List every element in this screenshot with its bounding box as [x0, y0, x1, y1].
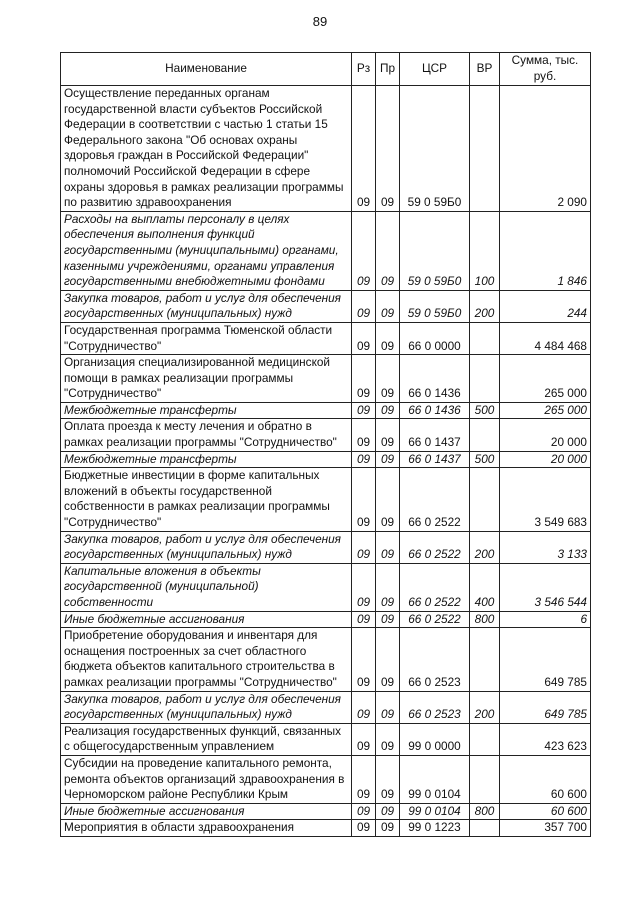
row-csr: 66 0 0000 [400, 322, 470, 354]
row-name: Бюджетные инвестиции в форме капитальных вложений в объекты государственной собственности в рамках реализации программы "Сотрудничество" [61, 468, 352, 531]
row-csr: 66 0 2523 [400, 628, 470, 691]
row-csr: 66 0 1436 [400, 402, 470, 419]
row-pr: 09 [376, 322, 400, 354]
table-row [61, 611, 591, 628]
row-csr: 99 0 0104 [400, 755, 470, 803]
row-pr: 09 [376, 563, 400, 611]
header-rz: Рз [352, 53, 376, 86]
row-pr: 09 [376, 468, 400, 531]
row-sum: 649 785 [500, 628, 591, 691]
row-sum: 3 133 [500, 531, 591, 563]
row-name: Межбюджетные трансферты [61, 451, 352, 468]
row-pr: 09 [376, 691, 400, 723]
row-rz: 09 [352, 355, 376, 403]
row-pr: 09 [376, 755, 400, 803]
row-name: Оплата проезда к месту лечения и обратно в рамках реализации программы "Сотрудничество" [61, 419, 352, 451]
table-row [61, 563, 591, 611]
row-name: Иные бюджетные ассигнования [61, 803, 352, 820]
row-pr: 09 [376, 628, 400, 691]
header-csr: ЦСР [400, 53, 470, 86]
row-csr: 66 0 2522 [400, 531, 470, 563]
row-pr: 09 [376, 211, 400, 290]
row-vr: 500 [470, 451, 500, 468]
row-name: Закупка товаров, работ и услуг для обеспечения государственных (муниципальных) нужд [61, 691, 352, 723]
row-vr [470, 86, 500, 212]
row-csr: 59 0 59Б0 [400, 290, 470, 322]
row-vr [470, 355, 500, 403]
row-rz: 09 [352, 755, 376, 803]
row-sum: 20 000 [500, 419, 591, 451]
table-row [61, 402, 591, 419]
row-csr: 99 0 0000 [400, 723, 470, 755]
row-rz: 09 [352, 419, 376, 451]
table-row [61, 691, 591, 723]
row-name: Субсидии на проведение капитального ремонта, ремонта объектов организаций здравоохранения в Черноморском районе Республики Крым [61, 755, 352, 803]
row-rz: 09 [352, 611, 376, 628]
table-row [61, 290, 591, 322]
row-vr: 800 [470, 611, 500, 628]
row-pr: 09 [376, 290, 400, 322]
table-body [61, 86, 591, 837]
header-row [61, 53, 591, 86]
row-csr: 66 0 2522 [400, 563, 470, 611]
table-row [61, 468, 591, 531]
header-name: Наименование [61, 53, 352, 86]
row-rz: 09 [352, 691, 376, 723]
row-pr: 09 [376, 402, 400, 419]
row-pr: 09 [376, 803, 400, 820]
row-rz: 09 [352, 563, 376, 611]
row-sum: 649 785 [500, 691, 591, 723]
row-name: Приобретение оборудования и инвентаря для оснащения построенных за счет областного бюджета объектов капитального строительства в рамках реализации программы "Сотрудничество" [61, 628, 352, 691]
row-name: Капитальные вложения в объекты государственной (муниципальной) собственности [61, 563, 352, 611]
row-rz: 09 [352, 531, 376, 563]
table-row [61, 355, 591, 403]
row-vr [470, 820, 500, 837]
row-rz: 09 [352, 86, 376, 212]
table-row [61, 820, 591, 837]
row-rz: 09 [352, 723, 376, 755]
row-vr [470, 628, 500, 691]
row-sum: 2 090 [500, 86, 591, 212]
row-pr: 09 [376, 611, 400, 628]
row-rz: 09 [352, 402, 376, 419]
row-name: Реализация государственных функций, связанных с общегосударственным управлением [61, 723, 352, 755]
header-pr: Пр [376, 53, 400, 86]
row-pr: 09 [376, 820, 400, 837]
row-rz: 09 [352, 803, 376, 820]
row-sum: 244 [500, 290, 591, 322]
row-name: Расходы на выплаты персоналу в целях обеспечения выполнения функций государственными (муниципальными) органами, казенными учреждениями, органами управления государственными внебюджетными фондами [61, 211, 352, 290]
table-row [61, 723, 591, 755]
table-row [61, 803, 591, 820]
budget-table [60, 52, 591, 837]
row-csr: 99 0 1223 [400, 820, 470, 837]
row-sum: 265 000 [500, 355, 591, 403]
row-vr [470, 468, 500, 531]
row-vr: 400 [470, 563, 500, 611]
table-row [61, 322, 591, 354]
row-sum: 20 000 [500, 451, 591, 468]
row-vr [470, 755, 500, 803]
row-vr: 200 [470, 531, 500, 563]
row-sum: 423 623 [500, 723, 591, 755]
row-vr [470, 723, 500, 755]
row-csr: 66 0 1436 [400, 355, 470, 403]
row-name: Мероприятия в области здравоохранения [61, 820, 352, 837]
row-vr [470, 419, 500, 451]
table-row [61, 419, 591, 451]
row-name: Организация специализированной медицинской помощи в рамках реализации программы "Сотрудничество" [61, 355, 352, 403]
row-csr: 66 0 1437 [400, 419, 470, 451]
row-sum: 6 [500, 611, 591, 628]
header-vr: ВР [470, 53, 500, 86]
row-vr: 500 [470, 402, 500, 419]
row-rz: 09 [352, 628, 376, 691]
row-name: Государственная программа Тюменской области "Сотрудничество" [61, 322, 352, 354]
table-row [61, 451, 591, 468]
header-sum: Сумма, тыс. руб. [500, 53, 591, 86]
row-name: Закупка товаров, работ и услуг для обеспечения государственных (муниципальных) нужд [61, 531, 352, 563]
row-sum: 60 600 [500, 803, 591, 820]
row-sum: 265 000 [500, 402, 591, 419]
row-pr: 09 [376, 86, 400, 212]
row-name: Закупка товаров, работ и услуг для обеспечения государственных (муниципальных) нужд [61, 290, 352, 322]
row-vr: 200 [470, 691, 500, 723]
row-csr: 66 0 1437 [400, 451, 470, 468]
row-name: Осуществление переданных органам государственной власти субъектов Российской Федерации в соответствии с частью 1 статьи 15 Федерального закона "Об основах охраны здоровья граждан в Российской Федерации" полномочий Российской Федерации в сфере охраны здоровья в рамках реализации программы по развитию здравоохранения [61, 86, 352, 212]
row-rz: 09 [352, 820, 376, 837]
row-rz: 09 [352, 211, 376, 290]
row-csr: 59 0 59Б0 [400, 211, 470, 290]
row-sum: 4 484 468 [500, 322, 591, 354]
row-pr: 09 [376, 355, 400, 403]
row-vr: 800 [470, 803, 500, 820]
row-rz: 09 [352, 322, 376, 354]
row-sum: 60 600 [500, 755, 591, 803]
table-row [61, 531, 591, 563]
row-pr: 09 [376, 723, 400, 755]
row-pr: 09 [376, 419, 400, 451]
table-row [61, 755, 591, 803]
row-vr: 100 [470, 211, 500, 290]
row-rz: 09 [352, 468, 376, 531]
row-csr: 59 0 59Б0 [400, 86, 470, 212]
row-csr: 99 0 0104 [400, 803, 470, 820]
table-row [61, 86, 591, 212]
row-vr [470, 322, 500, 354]
row-sum: 3 549 683 [500, 468, 591, 531]
table-row [61, 211, 591, 290]
row-rz: 09 [352, 290, 376, 322]
row-csr: 66 0 2522 [400, 611, 470, 628]
row-name: Межбюджетные трансферты [61, 402, 352, 419]
row-csr: 66 0 2523 [400, 691, 470, 723]
row-pr: 09 [376, 451, 400, 468]
row-sum: 357 700 [500, 820, 591, 837]
row-rz: 09 [352, 451, 376, 468]
row-sum: 1 846 [500, 211, 591, 290]
row-csr: 66 0 2522 [400, 468, 470, 531]
row-sum: 3 546 544 [500, 563, 591, 611]
row-name: Иные бюджетные ассигнования [61, 611, 352, 628]
row-pr: 09 [376, 531, 400, 563]
row-vr: 200 [470, 290, 500, 322]
page-number: 89 [312, 14, 328, 29]
table-row [61, 628, 591, 691]
